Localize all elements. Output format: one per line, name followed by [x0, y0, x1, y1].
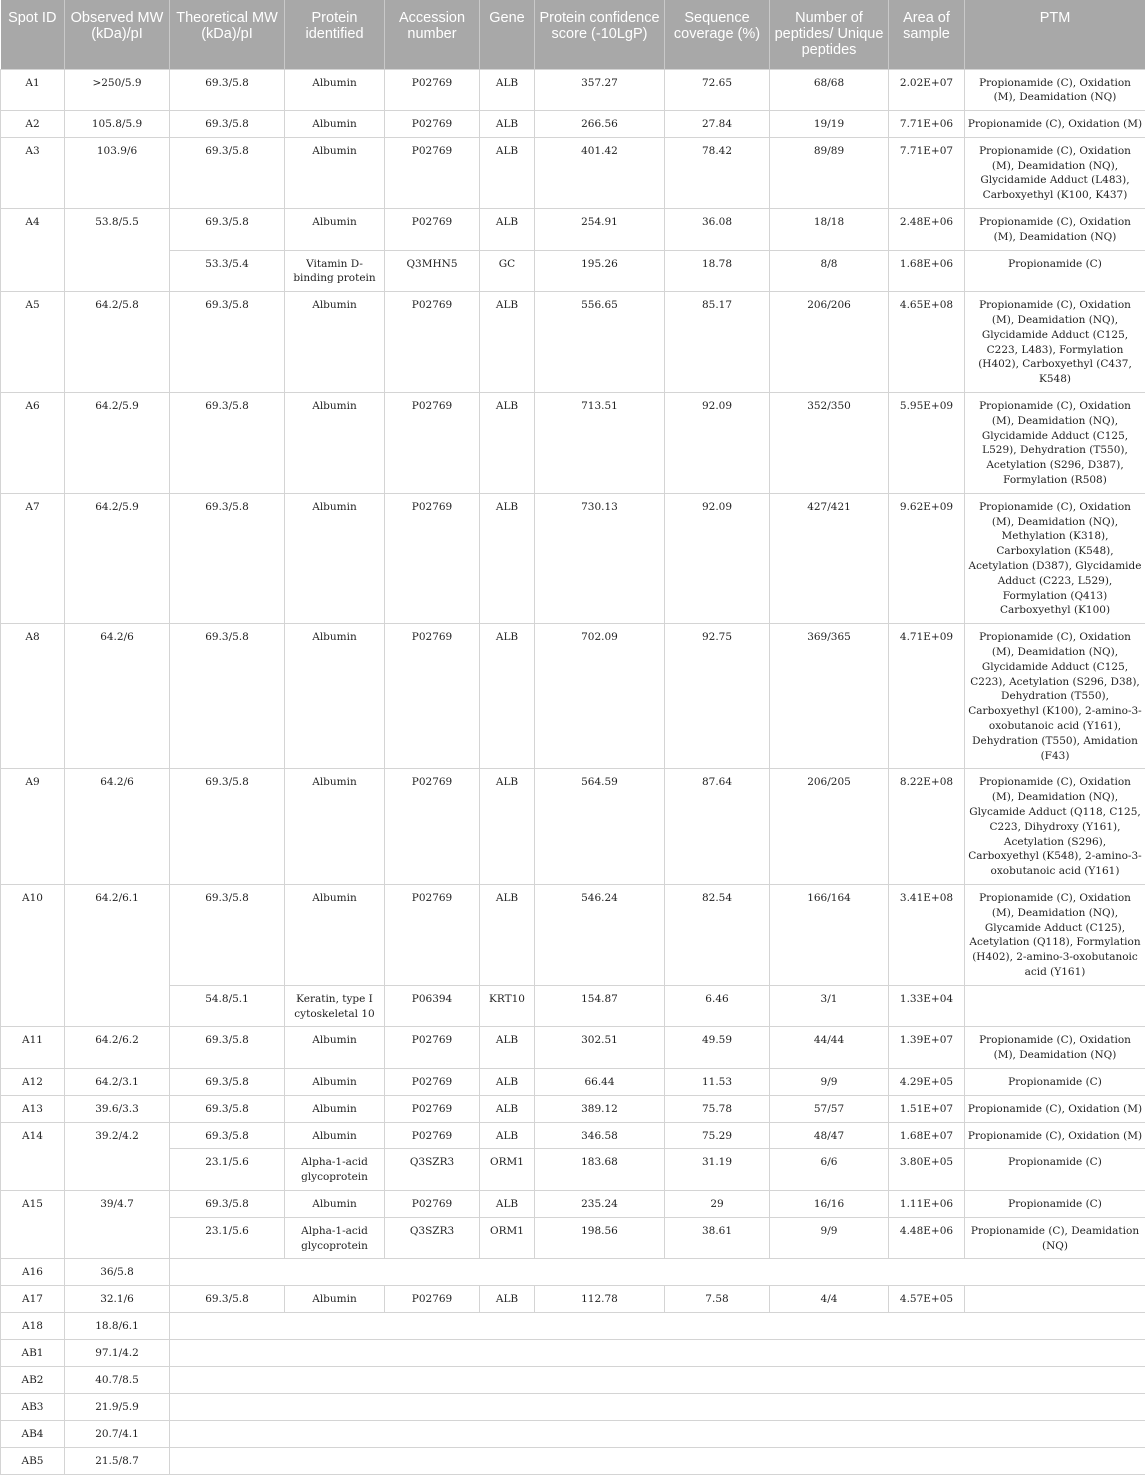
- theoretical-mw-cell: 69.3/5.8: [170, 769, 285, 885]
- table-row: [1, 1190, 1145, 1217]
- protein-identified-cell: Albumin: [285, 292, 385, 393]
- peptides-cell: 369/365: [770, 624, 889, 769]
- accession-number-cell: P02769: [385, 1068, 480, 1095]
- spot-id-cell: A7: [1, 493, 65, 623]
- gene-cell: ALB: [480, 624, 535, 769]
- spot-id-cell: AB2: [1, 1367, 65, 1394]
- header-protein: Protein identified: [285, 0, 385, 69]
- gene-cell: GC: [480, 250, 535, 292]
- theoretical-mw-cell: 69.3/5.8: [170, 884, 285, 985]
- observed-mw-cell: 64.2/6: [65, 624, 170, 769]
- peptides-cell: 19/19: [770, 111, 889, 138]
- header-row: [1, 0, 1145, 69]
- peptides-cell: 6/6: [770, 1149, 889, 1191]
- protein-identified-cell: Alpha-1-acid glycoprotein: [285, 1217, 385, 1259]
- observed-mw-cell: 64.2/5.9: [65, 393, 170, 494]
- observed-mw-cell: 97.1/4.2: [65, 1340, 170, 1367]
- sequence-coverage-cell: 27.84: [665, 111, 770, 138]
- area-of-sample-cell: 1.11E+06: [889, 1190, 965, 1217]
- theoretical-mw-cell: 69.3/5.8: [170, 69, 285, 111]
- theoretical-mw-cell: 69.3/5.8: [170, 111, 285, 138]
- protein-identified-cell: Albumin: [285, 1122, 385, 1149]
- confidence-score-cell: 546.24: [535, 884, 665, 985]
- confidence-score-cell: 183.68: [535, 1149, 665, 1191]
- confidence-score-cell: 713.51: [535, 393, 665, 494]
- accession-number-cell: P02769: [385, 1122, 480, 1149]
- gene-cell: ALB: [480, 137, 535, 208]
- empty-cell: [170, 1394, 1145, 1421]
- gene-cell: ALB: [480, 1095, 535, 1122]
- sequence-coverage-cell: 78.42: [665, 137, 770, 208]
- sequence-coverage-cell: 72.65: [665, 69, 770, 111]
- area-of-sample-cell: 3.41E+08: [889, 884, 965, 985]
- ptm-cell: Propionamide (C), Oxidation (M), Deamidation (NQ), Glycidamide Adduct (C125, C223), Acetylation (S296, D38), Dehydration (T550), Carboxyethyl (K100), 2-amino-3-oxobutanoic acid (Y161), Dehydration (T550), Amidation (F43): [965, 624, 1145, 769]
- gene-cell: ALB: [480, 769, 535, 885]
- empty-cell: [170, 1313, 1145, 1340]
- theoretical-mw-cell: 69.3/5.8: [170, 1068, 285, 1095]
- peptides-cell: 9/9: [770, 1217, 889, 1259]
- accession-number-cell: P02769: [385, 769, 480, 885]
- accession-number-cell: P02769: [385, 884, 480, 985]
- confidence-score-cell: 357.27: [535, 69, 665, 111]
- theoretical-mw-cell: 23.1/5.6: [170, 1149, 285, 1191]
- spot-id-cell: A15: [1, 1190, 65, 1258]
- accession-number-cell: P02769: [385, 1095, 480, 1122]
- spot-id-cell: A3: [1, 137, 65, 208]
- empty-cell: [170, 1367, 1145, 1394]
- spot-id-cell: AB1: [1, 1340, 65, 1367]
- spot-id-cell: A5: [1, 292, 65, 393]
- gene-cell: ALB: [480, 209, 535, 251]
- header-ptm: PTM: [965, 0, 1145, 69]
- peptides-cell: 48/47: [770, 1122, 889, 1149]
- confidence-score-cell: 556.65: [535, 292, 665, 393]
- ptm-cell: Propionamide (C), Deamidation (NQ): [965, 1217, 1145, 1259]
- ptm-cell: Propionamide (C), Oxidation (M), Deamidation (NQ), Glycidamide Adduct (L483), Carboxyethyl (K100, K437): [965, 137, 1145, 208]
- confidence-score-cell: 702.09: [535, 624, 665, 769]
- protein-identified-cell: Albumin: [285, 624, 385, 769]
- accession-number-cell: P02769: [385, 1286, 480, 1313]
- area-of-sample-cell: 1.33E+04: [889, 985, 965, 1027]
- table-row: [1, 624, 1145, 769]
- sequence-coverage-cell: 49.59: [665, 1027, 770, 1069]
- spot-id-cell: A17: [1, 1286, 65, 1313]
- accession-number-cell: P02769: [385, 292, 480, 393]
- area-of-sample-cell: 4.71E+09: [889, 624, 965, 769]
- table-row: [1, 1027, 1145, 1069]
- ptm-cell: Propionamide (C), Oxidation (M): [965, 1095, 1145, 1122]
- sequence-coverage-cell: 82.54: [665, 884, 770, 985]
- gene-cell: ALB: [480, 111, 535, 138]
- ptm-cell: Propionamide (C), Oxidation (M), Deamidation (NQ), Glycidamide Adduct (C125, C223, L483), Formylation (H402), Carboxyethyl (C437, K548): [965, 292, 1145, 393]
- table-row: [1, 1149, 1145, 1191]
- peptides-cell: 206/206: [770, 292, 889, 393]
- sequence-coverage-cell: 29: [665, 1190, 770, 1217]
- spot-id-cell: A8: [1, 624, 65, 769]
- peptides-cell: 427/421: [770, 493, 889, 623]
- gene-cell: KRT10: [480, 985, 535, 1027]
- observed-mw-cell: 105.8/5.9: [65, 111, 170, 138]
- sequence-coverage-cell: 75.78: [665, 1095, 770, 1122]
- theoretical-mw-cell: 54.8/5.1: [170, 985, 285, 1027]
- observed-mw-cell: 39/4.7: [65, 1190, 170, 1258]
- spot-id-cell: AB5: [1, 1448, 65, 1475]
- table-row: [1, 250, 1145, 292]
- peptides-cell: 166/164: [770, 884, 889, 985]
- table-row: [1, 1394, 1145, 1421]
- empty-cell: [170, 1340, 1145, 1367]
- spot-id-cell: A16: [1, 1259, 65, 1286]
- accession-number-cell: Q3MHN5: [385, 250, 480, 292]
- theoretical-mw-cell: 69.3/5.8: [170, 209, 285, 251]
- observed-mw-cell: 21.9/5.9: [65, 1394, 170, 1421]
- observed-mw-cell: 39.2/4.2: [65, 1122, 170, 1190]
- observed-mw-cell: 40.7/8.5: [65, 1367, 170, 1394]
- table-row: [1, 393, 1145, 494]
- area-of-sample-cell: 2.02E+07: [889, 69, 965, 111]
- area-of-sample-cell: 4.65E+08: [889, 292, 965, 393]
- protein-identified-cell: Albumin: [285, 393, 385, 494]
- ptm-cell: [965, 985, 1145, 1027]
- observed-mw-cell: 32.1/6: [65, 1286, 170, 1313]
- theoretical-mw-cell: 69.3/5.8: [170, 393, 285, 494]
- spot-id-cell: A9: [1, 769, 65, 885]
- sequence-coverage-cell: 38.61: [665, 1217, 770, 1259]
- ptm-cell: Propionamide (C): [965, 1190, 1145, 1217]
- area-of-sample-cell: 9.62E+09: [889, 493, 965, 623]
- peptides-cell: 352/350: [770, 393, 889, 494]
- area-of-sample-cell: 7.71E+06: [889, 111, 965, 138]
- accession-number-cell: P06394: [385, 985, 480, 1027]
- table-row: [1, 209, 1145, 251]
- protein-identified-cell: Keratin, type I cytoskeletal 10: [285, 985, 385, 1027]
- sequence-coverage-cell: 31.19: [665, 1149, 770, 1191]
- sequence-coverage-cell: 75.29: [665, 1122, 770, 1149]
- area-of-sample-cell: 7.71E+07: [889, 137, 965, 208]
- empty-cell: [170, 1259, 1145, 1286]
- accession-number-cell: P02769: [385, 69, 480, 111]
- theoretical-mw-cell: 69.3/5.8: [170, 493, 285, 623]
- header-accession: Accession number: [385, 0, 480, 69]
- accession-number-cell: P02769: [385, 393, 480, 494]
- observed-mw-cell: 103.9/6: [65, 137, 170, 208]
- peptides-cell: 16/16: [770, 1190, 889, 1217]
- header-gene: Gene: [480, 0, 535, 69]
- peptides-cell: 3/1: [770, 985, 889, 1027]
- theoretical-mw-cell: 69.3/5.8: [170, 624, 285, 769]
- table-row: [1, 769, 1145, 885]
- observed-mw-cell: 64.2/5.8: [65, 292, 170, 393]
- area-of-sample-cell: 1.39E+07: [889, 1027, 965, 1069]
- spot-id-cell: A14: [1, 1122, 65, 1190]
- peptides-cell: 68/68: [770, 69, 889, 111]
- table-row: [1, 1095, 1145, 1122]
- theoretical-mw-cell: 69.3/5.8: [170, 1286, 285, 1313]
- protein-identified-cell: Alpha-1-acid glycoprotein: [285, 1149, 385, 1191]
- accession-number-cell: P02769: [385, 209, 480, 251]
- sequence-coverage-cell: 7.58: [665, 1286, 770, 1313]
- observed-mw-cell: >250/5.9: [65, 69, 170, 111]
- protein-identified-cell: Albumin: [285, 884, 385, 985]
- theoretical-mw-cell: 69.3/5.8: [170, 292, 285, 393]
- theoretical-mw-cell: 69.3/5.8: [170, 137, 285, 208]
- confidence-score-cell: 564.59: [535, 769, 665, 885]
- ptm-cell: Propionamide (C): [965, 1068, 1145, 1095]
- confidence-score-cell: 198.56: [535, 1217, 665, 1259]
- sequence-coverage-cell: 92.09: [665, 493, 770, 623]
- header-peptides: Number of peptides/ Unique peptides: [770, 0, 889, 69]
- gene-cell: ALB: [480, 493, 535, 623]
- ptm-cell: Propionamide (C), Oxidation (M), Deamidation (NQ), Methylation (K318), Carboxylation (K548), Acetylation (D387), Glycidamide Adduct (C223, L529), Formylation (Q413) Carboxyethyl (K100): [965, 493, 1145, 623]
- table-row: [1, 1122, 1145, 1149]
- accession-number-cell: Q3SZR3: [385, 1217, 480, 1259]
- confidence-score-cell: 401.42: [535, 137, 665, 208]
- ptm-cell: Propionamide (C): [965, 250, 1145, 292]
- spot-id-cell: A12: [1, 1068, 65, 1095]
- observed-mw-cell: 36/5.8: [65, 1259, 170, 1286]
- observed-mw-cell: 64.2/5.9: [65, 493, 170, 623]
- theoretical-mw-cell: 69.3/5.8: [170, 1027, 285, 1069]
- confidence-score-cell: 266.56: [535, 111, 665, 138]
- protein-identified-cell: Albumin: [285, 1027, 385, 1069]
- theoretical-mw-cell: 53.3/5.4: [170, 250, 285, 292]
- table-row: [1, 1286, 1145, 1313]
- sequence-coverage-cell: 87.64: [665, 769, 770, 885]
- spot-id-cell: A11: [1, 1027, 65, 1069]
- protein-identified-cell: Albumin: [285, 69, 385, 111]
- ptm-cell: [965, 1286, 1145, 1313]
- table-row: [1, 111, 1145, 138]
- table-row: [1, 1421, 1145, 1448]
- sequence-coverage-cell: 6.46: [665, 985, 770, 1027]
- peptides-cell: 18/18: [770, 209, 889, 251]
- protein-identified-cell: Albumin: [285, 493, 385, 623]
- table-row: [1, 1313, 1145, 1340]
- confidence-score-cell: 254.91: [535, 209, 665, 251]
- gene-cell: ALB: [480, 1286, 535, 1313]
- protein-identified-cell: Albumin: [285, 1190, 385, 1217]
- theoretical-mw-cell: 69.3/5.8: [170, 1095, 285, 1122]
- theoretical-mw-cell: 23.1/5.6: [170, 1217, 285, 1259]
- accession-number-cell: P02769: [385, 111, 480, 138]
- table-row: [1, 493, 1145, 623]
- spot-id-cell: A13: [1, 1095, 65, 1122]
- sequence-coverage-cell: 92.09: [665, 393, 770, 494]
- spot-id-cell: A1: [1, 69, 65, 111]
- spot-id-cell: AB3: [1, 1394, 65, 1421]
- area-of-sample-cell: 1.51E+07: [889, 1095, 965, 1122]
- gene-cell: ORM1: [480, 1217, 535, 1259]
- sequence-coverage-cell: 18.78: [665, 250, 770, 292]
- ptm-cell: Propionamide (C), Oxidation (M), Deamidation (NQ): [965, 1027, 1145, 1069]
- gene-cell: ALB: [480, 292, 535, 393]
- peptides-cell: 89/89: [770, 137, 889, 208]
- observed-mw-cell: 64.2/6.2: [65, 1027, 170, 1069]
- spot-id-cell: A6: [1, 393, 65, 494]
- theoretical-mw-cell: 69.3/5.8: [170, 1190, 285, 1217]
- ptm-cell: Propionamide (C): [965, 1149, 1145, 1191]
- confidence-score-cell: 195.26: [535, 250, 665, 292]
- area-of-sample-cell: 4.29E+05: [889, 1068, 965, 1095]
- area-of-sample-cell: 3.80E+05: [889, 1149, 965, 1191]
- accession-number-cell: P02769: [385, 493, 480, 623]
- spot-id-cell: AB4: [1, 1421, 65, 1448]
- ptm-cell: Propionamide (C), Oxidation (M), Deamidation (NQ), Glycidamide Adduct (C125, L529), Dehydration (T550), Acetylation (S296, D387), Formylation (R508): [965, 393, 1145, 494]
- protein-identified-cell: Albumin: [285, 1286, 385, 1313]
- observed-mw-cell: 53.8/5.5: [65, 209, 170, 292]
- gene-cell: ALB: [480, 1068, 535, 1095]
- table-row: [1, 69, 1145, 111]
- peptides-cell: 44/44: [770, 1027, 889, 1069]
- ptm-cell: Propionamide (C), Oxidation (M), Deamidation (NQ): [965, 209, 1145, 251]
- ptm-cell: Propionamide (C), Oxidation (M), Deamidation (NQ), Glycamide Adduct (C125), Acetylation (Q118), Formylation (H402), 2-amino-3-oxobutanoic acid (Y161): [965, 884, 1145, 985]
- confidence-score-cell: 154.87: [535, 985, 665, 1027]
- ptm-cell: Propionamide (C), Oxidation (M), Deamidation (NQ), Glycamide Adduct (Q118, C125, C223, Dihydroxy (Y161), Acetylation (S296), Carboxyethyl (K548), 2-amino-3-oxobutanoic acid (Y161): [965, 769, 1145, 885]
- gene-cell: ALB: [480, 1190, 535, 1217]
- protein-identified-cell: Albumin: [285, 769, 385, 885]
- theoretical-mw-cell: 69.3/5.8: [170, 1122, 285, 1149]
- table-row: [1, 1259, 1145, 1286]
- peptides-cell: 206/205: [770, 769, 889, 885]
- peptides-cell: 4/4: [770, 1286, 889, 1313]
- gene-cell: ALB: [480, 393, 535, 494]
- spot-id-cell: A18: [1, 1313, 65, 1340]
- ptm-cell: Propionamide (C), Oxidation (M): [965, 1122, 1145, 1149]
- table-row: [1, 1340, 1145, 1367]
- area-of-sample-cell: 4.57E+05: [889, 1286, 965, 1313]
- gene-cell: ALB: [480, 69, 535, 111]
- area-of-sample-cell: 1.68E+06: [889, 250, 965, 292]
- sequence-coverage-cell: 85.17: [665, 292, 770, 393]
- spot-id-cell: A4: [1, 209, 65, 292]
- table-row: [1, 292, 1145, 393]
- sequence-coverage-cell: 11.53: [665, 1068, 770, 1095]
- area-of-sample-cell: 4.48E+06: [889, 1217, 965, 1259]
- accession-number-cell: P02769: [385, 1027, 480, 1069]
- protein-identified-cell: Vitamin D-binding protein: [285, 250, 385, 292]
- ptm-cell: Propionamide (C), Oxidation (M): [965, 111, 1145, 138]
- header-area: Area of sample: [889, 0, 965, 69]
- peptides-cell: 9/9: [770, 1068, 889, 1095]
- gene-cell: ALB: [480, 1027, 535, 1069]
- sequence-coverage-cell: 36.08: [665, 209, 770, 251]
- area-of-sample-cell: 8.22E+08: [889, 769, 965, 885]
- peptides-cell: 8/8: [770, 250, 889, 292]
- empty-cell: [170, 1448, 1145, 1475]
- protein-identified-cell: Albumin: [285, 111, 385, 138]
- observed-mw-cell: 64.2/6: [65, 769, 170, 885]
- header-spot-id: Spot ID: [1, 0, 65, 69]
- empty-cell: [170, 1421, 1145, 1448]
- ptm-cell: Propionamide (C), Oxidation (M), Deamidation (NQ): [965, 69, 1145, 111]
- area-of-sample-cell: 5.95E+09: [889, 393, 965, 494]
- table-row: [1, 985, 1145, 1027]
- observed-mw-cell: 20.7/4.1: [65, 1421, 170, 1448]
- table-row: [1, 1217, 1145, 1259]
- header-theoretical-mw: Theoretical MW (kDa)/pI: [170, 0, 285, 69]
- table-row: [1, 1068, 1145, 1095]
- observed-mw-cell: 64.2/6.1: [65, 884, 170, 1026]
- confidence-score-cell: 302.51: [535, 1027, 665, 1069]
- header-observed-mw: Observed MW (kDa)/pI: [65, 0, 170, 69]
- table-body: [1, 69, 1145, 1475]
- table-row: [1, 1448, 1145, 1475]
- accession-number-cell: P02769: [385, 1190, 480, 1217]
- confidence-score-cell: 235.24: [535, 1190, 665, 1217]
- gene-cell: ALB: [480, 884, 535, 985]
- confidence-score-cell: 730.13: [535, 493, 665, 623]
- accession-number-cell: Q3SZR3: [385, 1149, 480, 1191]
- observed-mw-cell: 21.5/8.7: [65, 1448, 170, 1475]
- observed-mw-cell: 64.2/3.1: [65, 1068, 170, 1095]
- confidence-score-cell: 66.44: [535, 1068, 665, 1095]
- observed-mw-cell: 39.6/3.3: [65, 1095, 170, 1122]
- table-row: [1, 1367, 1145, 1394]
- sequence-coverage-cell: 92.75: [665, 624, 770, 769]
- spot-id-cell: A2: [1, 111, 65, 138]
- table-row: [1, 137, 1145, 208]
- area-of-sample-cell: 2.48E+06: [889, 209, 965, 251]
- protein-identified-cell: Albumin: [285, 1068, 385, 1095]
- confidence-score-cell: 112.78: [535, 1286, 665, 1313]
- confidence-score-cell: 346.58: [535, 1122, 665, 1149]
- protein-identified-cell: Albumin: [285, 137, 385, 208]
- confidence-score-cell: 389.12: [535, 1095, 665, 1122]
- table-row: [1, 884, 1145, 985]
- area-of-sample-cell: 1.68E+07: [889, 1122, 965, 1149]
- spot-id-cell: A10: [1, 884, 65, 1026]
- protein-identified-cell: Albumin: [285, 1095, 385, 1122]
- accession-number-cell: P02769: [385, 624, 480, 769]
- observed-mw-cell: 18.8/6.1: [65, 1313, 170, 1340]
- header-coverage: Sequence coverage (%): [665, 0, 770, 69]
- gene-cell: ORM1: [480, 1149, 535, 1191]
- peptides-cell: 57/57: [770, 1095, 889, 1122]
- header-score: Protein confidence score (-10LgP): [535, 0, 665, 69]
- accession-number-cell: P02769: [385, 137, 480, 208]
- protein-identified-cell: Albumin: [285, 209, 385, 251]
- gene-cell: ALB: [480, 1122, 535, 1149]
